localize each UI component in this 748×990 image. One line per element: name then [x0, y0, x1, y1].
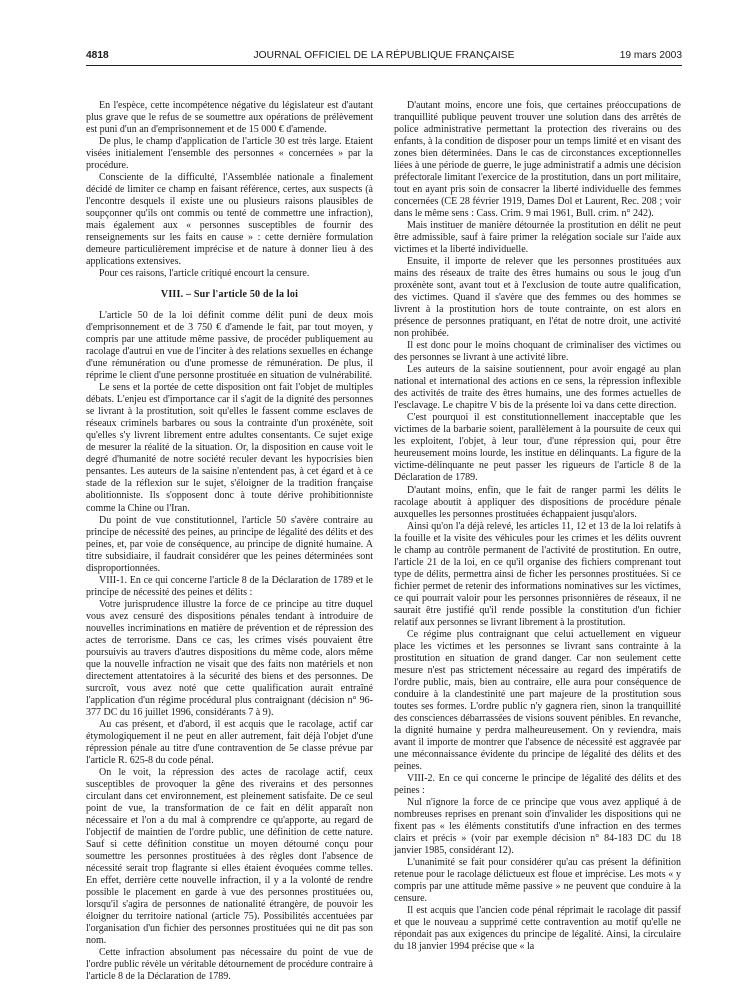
header-rule — [86, 65, 682, 66]
paragraph: D'autant moins, enfin, que le fait de ranger parmi les délits le racolage aboutit à appliquer des dispositions de procédure pénale auxquelles les personnes prostituées échappaient jusqu'alors. — [394, 484, 681, 520]
paragraph: Ce régime plus contraignant que celui actuellement en vigueur place les victimes et les personnes se livrant sans contrainte à la prostitution en situation de grand danger. Car non seulement cette mesure n'est pas strictement nécessaire au regard des impératifs de l'ordre public, mais, bien au contraire, elle aura pour conséquence de conduire à la clandestinité une part majeure de la prostitution sous toutes ses formes. L'ordre public n'y gagnera rien, sinon la tranquillité des consciences débarrassées de visions souvent pénibles. En revanche, la dignité humaine y perdra malheureusement. On y reviendra, mais avant il importe de montrer que l'absence de nécessité est aggravée par une méconnaissance évidente du principe de légalité des délits et des peines. — [394, 628, 681, 772]
paragraph: Au cas présent, et d'abord, il est acquis que le racolage, actif car étymologiquement il ne peut en aller autrement, fait déjà l'objet d'une répression pénale au titre d'une contravention de 5e classe prévue par l'article R. 625-8 du code pénal. — [86, 718, 373, 766]
paragraph: Du point de vue constitutionnel, l'article 50 s'avère contraire au principe de nécessité des peines, au principe de légalité des délits et des peines, et, par voie de conséquence, au principe de dignité humaine. A titre subsidiaire, il faudrait considérer que les peines déterminées sont disproportionnées. — [86, 514, 373, 574]
paragraph: Votre jurisprudence illustre la force de ce principe au titre duquel vous avez censuré des dispositions pénales tendant à introduire de nouvelles incriminations en matière de prévention et de répression des actes de terrorisme. Dans ce cas, les crimes visés pouvaient être poursuivis au travers d'autres dispositions du même code, alors même que la nouvelle infraction ne visait que des faits non matériels et non directement attentatoires à la sécurité des biens et des personnes. De surcroît, vous avez noté que cette qualification aurait entraîné l'application d'un régime procédural plus contraignant (décision n° 96-377 DC du 16 juillet 1996, considérants 7 à 9). — [86, 598, 373, 718]
paragraph: Ainsi qu'on l'a déjà relevé, les articles 11, 12 et 13 de la loi relatifs à la fouille et la visite des véhicules pour les crimes et les délits ouvrent le champ au contrôle permanent de l'activité de prostitution. En outre, l'article 21 de la loi, en ce qu'il organise des fichiers comprenant tout type de délits, permettra ainsi de ficher les personnes prostituées. Si ce fichier permet de retenir des informations nominatives sur les victimes, ce qui pourrait valoir pour les personnes prisonnières de réseaux, il ne saurait être justifié qu'il rende possible la constitution d'un fichier relatif aux personnes se livrant librement à la prostitution. — [394, 520, 681, 628]
paragraph: Nul n'ignore la force de ce principe que vous avez appliqué à de nombreuses reprises en prenant soin d'invalider les dispositions qui ne fixent pas « les éléments constitutifs d'une infraction en des termes clairs et précis » (voir par exemple décision n° 84-183 DC du 18 janvier 1985, considérant 12). — [394, 796, 681, 856]
left-column — [86, 100, 373, 983]
right-column — [394, 100, 681, 953]
paragraph: Le sens et la portée de cette disposition ont fait l'objet de multiples débats. L'enjeu est d'importance car il s'agit de la dignité des personnes se livrant à la prostitution, soit qu'elles le fassent comme esclaves de réseaux criminels barbares ou sous la contrainte d'un proxénète, soit qu'elles s'y livrent librement entre adultes consentants. Ce sujet exige de mesurer la réalité de la situation. Or, la disposition en cause voit le degré d'humanité de notre société reculer devant les hypocrisies bien pensantes. Les auteurs de la saisine n'entendent pas, à cet égard et à ce stade de la réflexion sur le sujet, s'éloigner de la tradition française abolitionniste. Ils s'opposent donc à toute dérive prohibitionniste comme la Chine ou l'Iran. — [86, 382, 373, 514]
page-number: 4818 — [86, 50, 109, 61]
paragraph: Il est donc pour le moins choquant de criminaliser des victimes ou des personnes se livrant à une activité libre. — [394, 340, 681, 364]
paragraph: Ensuite, il importe de relever que les personnes prostituées aux mains des réseaux de traite des êtres humains ou sous le joug d'un proxénète sont, avant tout et à l'exclusion de toute autre qualification, des victimes. Quand il s'avère que des femmes ou des hommes se livrent à la prostitution hors de toute contrainte, on est alors en présence de personnes pratiquant, en l'état de notre droit, une activité non prohibée. — [394, 256, 681, 340]
paragraph: Cette infraction absolument pas nécessaire du point de vue de l'ordre public révèle un véritable détournement de procédure contraire à l'article 8 de la Déclaration de 1789. — [86, 947, 373, 983]
issue-date: 19 mars 2003 — [619, 50, 682, 61]
paragraph: C'est pourquoi il est constitutionnellement inacceptable que les victimes de la barbarie soient, parallèlement à la poursuite de ceux qui les exploitent, l'objet, à leur tour, d'une répression qui, pour être heureusement moins lourde, les institue en délinquants. La figure de la victime-délinquante ne peut passer les rigueurs de l'article 8 de la Déclaration de 1789. — [394, 412, 681, 484]
paragraph: L'article 50 de la loi définit comme délit puni de deux mois d'emprisonnement et de 3 750 € d'amende le fait, par tout moyen, y compris par une attitude même passive, de procéder publiquement au racolage d'autrui en vue de l'inciter à des relations sexuelles en échange d'une rémunération ou d'une promesse de rémunération. De plus, il réprime le client d'une personne prostituée en situation de vulnérabilité. — [86, 310, 373, 382]
paragraph: Mais instituer de manière détournée la prostitution en délit ne peut être admissible, sauf à faire primer la relégation sociale sur l'aide aux victimes et la liberté individuelle. — [394, 220, 681, 256]
page-header — [86, 50, 682, 64]
paragraph: L'unanimité se fait pour considérer qu'au cas présent la définition retenue pour le racolage délictueux est floue et imprécise. Les mots « y compris par une attitude même passive » ne peuvent que conduire à la censure. — [394, 856, 681, 905]
paragraph: De plus, le champ d'application de l'article 30 est très large. Etaient visées initialement l'ensemble des personnes « concernées » par la procédure. — [86, 136, 373, 172]
subsection-heading: VIII-2. En ce qui concerne le principe de légalité des délits et des peines : — [394, 772, 681, 796]
section-heading: VIII. – Sur l'article 50 de la loi — [160, 289, 299, 301]
paragraph: On le voit, la répression des actes de racolage actif, ceux susceptibles de provoquer la gêne des riverains et des personnes circulant dans cet environnement, est pleinement satisfaite. De ce seul point de vue, la transformation de ce fait en délit apparaît non nécessaire et l'on a du mal à comprendre ce qu'apporte, au regard de l'objectif de maintien de l'ordre public, une définition de cette nature. Sauf si cette définition constitue un moyen détourné conçu pour soumettre les personnes prostituées à des règles dont l'absence de nécessité serait trop flagrante si elles étaient évoquées comme telles. En effet, derrière cette nouvelle infraction, il y a la volonté de rendre possible le placement en garde à vue des personnes prostituées ou, lorsqu'il s'agira de personnes de nationalité étrangère, de pouvoir les éloigner du territoire national (article 75). Possibilités accentuées par l'organisation d'un fichier des personnes prostituées qui ne dit pas son nom. — [86, 766, 373, 947]
paragraph: Les auteurs de la saisine soutiennent, pour avoir engagé au plan national et international des actions en ce sens, la répression inflexible des activités de traite des êtres humains, une des formes actuelles de l'esclavage. Le chapitre V bis de la présente loi va dans cette direction. — [394, 364, 681, 412]
paragraph: Pour ces raisons, l'article critiqué encourt la censure. — [99, 268, 310, 280]
paragraph: D'autant moins, encore une fois, que certaines préoccupations de tranquillité publique peuvent trouver une solution dans des arrêtés de police administrative permettant la protection des riverains ou des enfants, à la condition de disposer pour un temps limité et en visant des zones bien déterminées. Dans le cas de circonstances exceptionnelles liées à une période de guerre, le juge administratif a admis une décision préfectorale limitant l'exercice de la prostitution, dans un port militaire, tout en ayant pris soin de consacrer la liberté individuelle des femmes concernées (CE 28 février 1919, Dames Dol et Laurent, Rec. 208 ; voir dans le même sens : Cass. Crim. 9 mai 1961, Bull. crim. n° 242). — [394, 100, 681, 220]
subsection-heading: VIII-1. En ce qui concerne l'article 8 de la Déclaration de 1789 et le principe de nécessité des peines et délits : — [86, 574, 373, 598]
paragraph: Consciente de la difficulté, l'Assemblée nationale a finalement décidé de limiter ce champ en faisant référence, certes, aux suspects (à l'encontre desquels il existe une ou plusieurs raisons plausibles de soupçonner qu'ils ont commis ou tenté de commettre une infraction), mais également aux « personnes susceptibles de fournir des renseignements sur les faits en cause » : cette dernière formulation demeure particulièrement imprécise et de nature à donner lieu à des applications extensives. — [86, 172, 373, 268]
paragraph: En l'espèce, cette incompétence négative du législateur est d'autant plus grave que le refus de se soumettre aux opérations de prélèvement est puni d'un an d'emprisonnement et de 15 000 € d'amende. — [86, 100, 373, 136]
paragraph: Il est acquis que l'ancien code pénal réprimait le racolage dit passif et que le nouveau a supprimé cette contravention au motif qu'elle ne répondait pas aux exigences du principe de légalité. Ainsi, la circulaire du 18 janvier 1994 précise que « la — [394, 905, 681, 953]
journal-title: JOURNAL OFFICIEL DE LA RÉPUBLIQUE FRANÇAISE — [253, 50, 515, 61]
